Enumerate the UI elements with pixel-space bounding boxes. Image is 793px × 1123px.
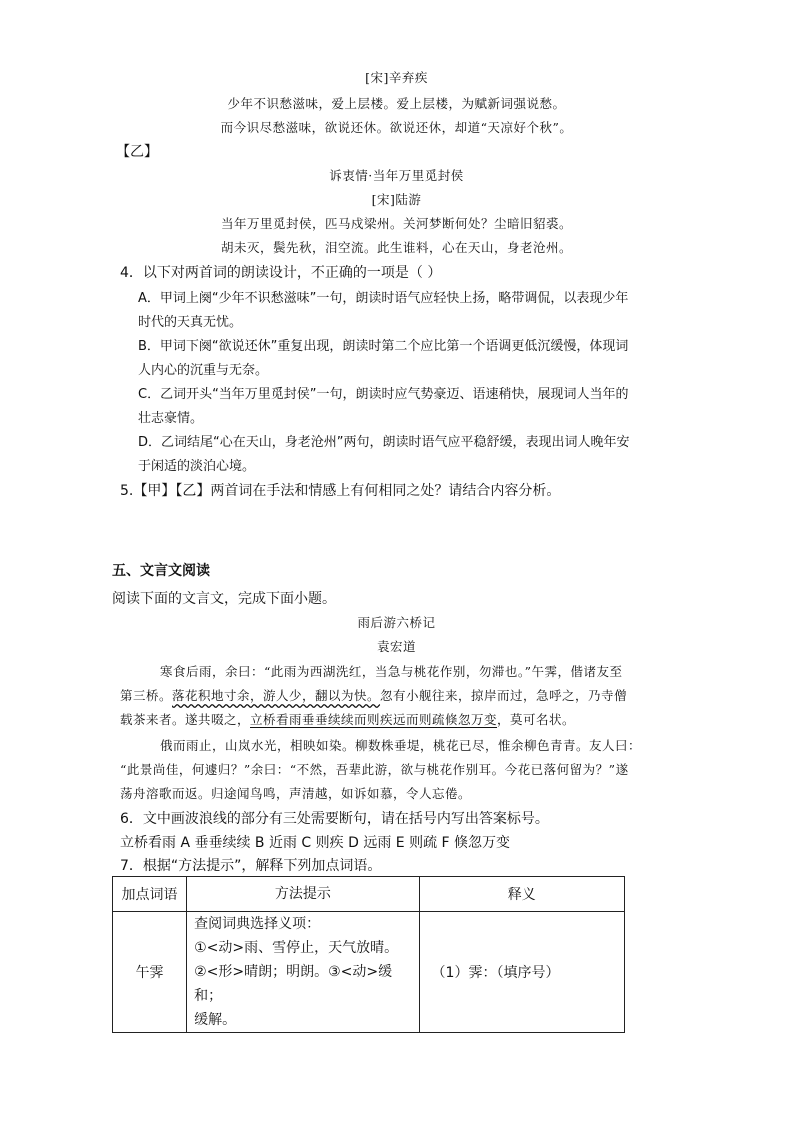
poem-yi-line-1: 当年万里觅封侯，匹马戍梁州。关河梦断何处？尘暗旧貂裘。 [220,216,572,231]
question-4-option-b-line-2: 人内心的沉重与无奈。 [138,363,269,378]
table-cell-word: 午霁 [113,912,187,1033]
poem-yi-author: [宋]陆游 [371,192,422,207]
wavy-line-sentence-to-punctuate: 立桥看雨垂垂续续而则疾远而则疏倏忽万变 [250,712,498,727]
passage-text: 载茶来者。遂共啜之， [120,712,251,727]
table-header-row [113,877,625,912]
passage-p2-line-1: 俄而雨止，山岚水光，相映如染。柳数株垂堤，桃花已尽，惟余柳色青青。友人曰： [160,738,642,753]
table-cell-hint [187,912,419,1033]
wavy-underlined-sentence: 落花积地寸余，游人少，翻以为快。 [172,688,381,703]
question-4-option-c-line-2: 壮志豪情。 [138,411,204,426]
passage-text: ，莫可名状。 [497,712,576,727]
hint-line: ②<形>晴朗；明朗。③<动>缓和； [194,964,393,1004]
question-7-stem: 7．根据“方法提示”，解释下列加点词语。 [120,858,382,874]
question-4-option-d-line-2: 于闲适的淡泊心境。 [138,459,256,474]
passage-p2-line-3: 荡舟溶歌而返。归途闻鸟鸣，声清越，如诉如慕，令人忘倦。 [120,786,472,801]
passage-author: 袁宏道 [376,639,416,654]
question-4-option-a-line-2: 时代的天真无忧。 [138,315,243,330]
question-6-options: 立桥看雨 A 垂垂续续 B 近雨 C 则疾 D 远雨 E 则疏 F 倏忽万变 [120,835,511,851]
poem-jia-author: [宋]辛弃疾 [365,70,428,85]
poem-yi-title: 诉衷情·当年万里觅封侯 [329,168,464,183]
question-4-option-c-line-1: C．乙词开头“当年万里觅封侯”一句，朗读时应气势豪迈、语速稍快，展现词人当年的 [138,387,629,402]
question-5-stem: 5.【甲】【乙】两首词在手法和情感上有何相同之处？请结合内容分析。 [120,483,561,499]
question-6-stem: 6．文中画波浪线的部分有三处需要断句，请在括号内写出答案标号。 [120,811,549,827]
passage-p2-line-2: “此景尚佳，何遽归？”余曰：“不然，吾辈此游，欲与桃花作别耳。今花已落何留为？”遂 [120,762,629,777]
section-heading: 五、文言文阅读 [112,563,210,579]
poem-yi-line-2: 胡未灭，鬓先秋，泪空流。此生谁料，心在天山，身老沧州。 [220,240,572,255]
question-4-stem: 4．以下对两首词的朗读设计，不正确的一项是（ ） [120,265,442,281]
question-4-option-a-line-1: A．甲词上阕“少年不识愁滋味”一句，朗读时语气应轻快上扬，略带调侃，以表现少年 [138,291,629,306]
method-table [112,876,625,1033]
hint-line: 查阅词典选择义项： [194,916,321,932]
table-header-cell: 加点词语 [113,877,187,912]
table-header-cell: 方法提示 [187,877,419,912]
hint-line: 缓解。 [194,1012,237,1028]
question-4-option-d-line-1: D．乙词结尾“心在天山，身老沧州”两句，朗读时语气应平稳舒缓，表现出词人晚年安 [138,435,630,450]
passage-text: 第三桥。 [120,688,173,703]
poem-jia-line-2: 而今识尽愁滋味，欲说还休。欲说还休，却道“天凉好个秋”。 [220,120,573,135]
passage-text: 忽有小舰往来，掠岸而过，急呼之，乃寺僧 [380,688,628,703]
poem-jia-line-1: 少年不识愁滋味，爱上层楼。爱上层楼，为赋新词强说愁。 [227,96,566,111]
table-row [113,912,625,1033]
question-4-option-b-line-1: B．甲词下阕“欲说还休”重复出现，朗读时第二个应比第一个语调更低沉缓慢，体现词 [138,339,629,354]
section-intro: 阅读下面的文言文，完成下面小题。 [112,591,336,607]
table-cell-answer[interactable]: （1）霁：（填序号） [419,912,624,1033]
hint-line: ①<动>雨、雪停止，天气放晴。 [194,940,399,956]
passage-p1-line-3 [120,710,575,728]
passage-title: 雨后游六桥记 [357,615,436,630]
table-header-cell: 释义 [419,877,624,912]
poem-yi-marker: 【乙】 [116,144,158,160]
passage-p1-line-1: 寒食后雨，余曰：“此雨为西湖洗红，当急与桃花作别，勿滞也。”午霁，偕诸友至 [160,664,623,679]
passage-p1-line-2 [120,686,627,704]
